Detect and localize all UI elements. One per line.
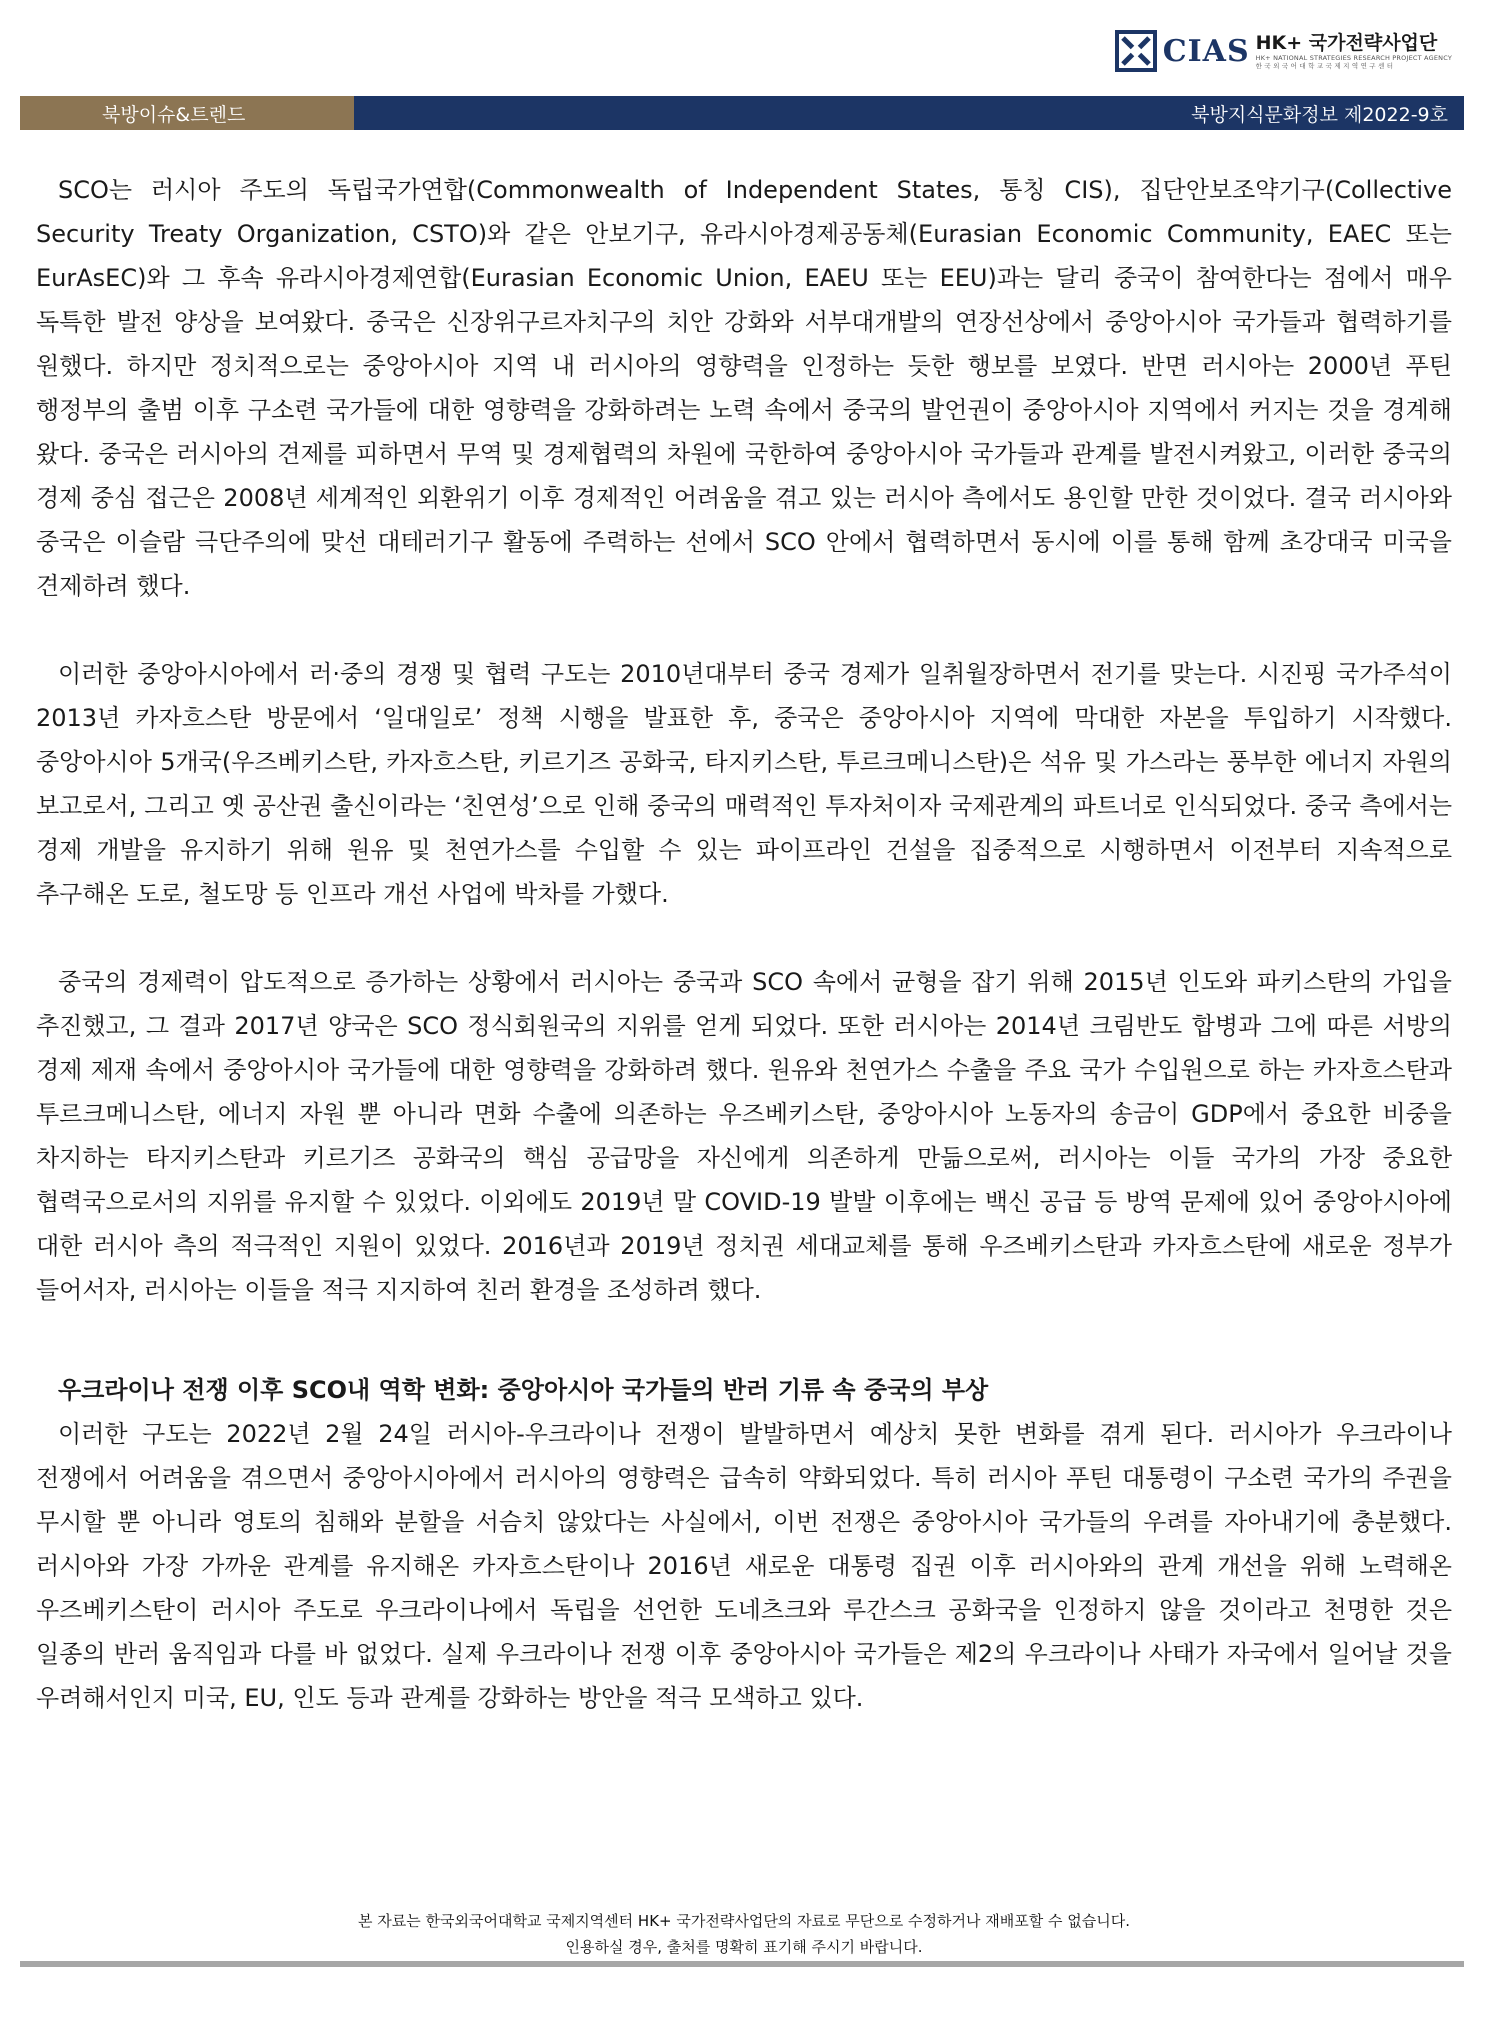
section-label: 북방이슈&트렌드 [20, 96, 354, 130]
footer-line: 인용하실 경우, 출처를 명확히 표기해 주시기 바랍니다. [565, 1938, 923, 1956]
logo-title: HK+ 국가전략사업단 [1255, 32, 1438, 54]
footer-divider [20, 1961, 1464, 1967]
paragraph: 중국의 경제력이 압도적으로 증가하는 상황에서 러시아는 중국과 SCO 속에서 균형을 잡기 위해 2015년 인도와 파키스탄의 가입을 추진했고, 그 결과 2017년 양국은 SCO 정식회원국의 지위를 얻게 되었다. 또한 러시아는 2014년 크림반도 합병과 그에 따른 서방의 경제 제재 속에서 중앙아시아 국가들에 대한 영향력을 강화하려 했다. 원유와 천연가스 수출을 주요 국가 수입원으로 하는 카자흐스탄과 투르크메니스탄, 에너지 자원 뿐 아니라 면화 수출에 의존하는 우즈베키스탄, 중앙아시아 노동자의 송금이 GDP에서 중요한 비중을 차지하는 타지키스탄과 키르기즈 공화국의 핵심 공급망을 자신에게 의존하게 만듦으로써, 러시아는 이들 국가의 가장 중요한 협력국으로서의 지위를 유지할 수 있었다. 이외에도 2019년 말 COVID-19 발발 이후에는 백신 공급 등 방역 문제에 있어 중앙아시아에 대한 러시아 측의 적극적인 지원이 있었다. 2016년과 2019년 정치권 세대교체를 통해 우즈베키스탄과 카자흐스탄에 새로운 정부가 들어서자, 러시아는 이들을 적극 지지하여 친러 환경을 조성하려 했다. [36, 968, 1452, 1304]
issue-label: 북방지식문화정보 제2022-9호 [354, 96, 1464, 130]
section-heading: 우크라이나 전쟁 이후 SCO내 역학 변화: 중앙아시아 국가들의 반러 기류 속 중국의 부상 [58, 1376, 989, 1404]
paragraph: SCO는 러시아 주도의 독립국가연합(Commonwealth of Independent States, 통칭 CIS), 집단안보조약기구(Collective Security Treaty Organization, CSTO)와 같은 안보기구, 유라시아경제공동체(Eurasian Economic Community, EAEC 또는 EurAsEC)와 그 후속 유라시아경제연합(Eurasian Economic Union, EAEU 또는 EEU)과는 달리 중국이 참여한다는 점에서 매우 독특한 발전 양상을 보여왔다. 중국은 신장위구르자치구의 치안 강화와 서부대개발의 연장선상에서 중앙아시아 국가들과 협력하기를 원했다. 하지만 정치적으로는 중앙아시아 지역 내 러시아의 영향력을 인정하는 듯한 행보를 보였다. 반면 러시아는 2000년 푸틴 행정부의 출범 이후 구소련 국가들에 대한 영향력을 강화하려는 노력 속에서 중국의 발언권이 중앙아시아 지역에서 커지는 것을 경계해 왔다. 중국은 러시아의 견제를 피하면서 무역 및 경제협력의 차원에 국한하여 중앙아시아 국가들과 관계를 발전시켜왔고, 이러한 중국의 경제 중심 접근은 2008년 세계적인 외환위기 이후 경제적인 어려움을 겪고 있는 러시아 측에서도 용인할 만한 것이었다. 결국 러시아와 중국은 이슬람 극단주의에 맞선 대테러기구 활동에 주력하는 선에서 SCO 안에서 협력하면서 동시에 이를 통해 함께 초강대국 미국을 견제하려 했다. [36, 176, 1452, 600]
footer-notice [0, 1908, 1488, 1960]
paragraph: 이러한 중앙아시아에서 러·중의 경쟁 및 협력 구도는 2010년대부터 중국 경제가 일취월장하면서 전기를 맞는다. 시진핑 국가주석이 2013년 카자흐스탄 방문에서 ‘일대일로’ 정책 시행을 발표한 후, 중국은 중앙아시아 지역에 막대한 자본을 투입하기 시작했다. 중앙아시아 5개국(우즈베키스탄, 카자흐스탄, 키르기즈 공화국, 타지키스탄, 투르크메니스탄)은 석유 및 가스라는 풍부한 에너지 자원의 보고로서, 그리고 옛 공산권 출신이라는 ‘친연성’으로 인해 중국의 매력적인 투자처이자 국제관계의 파트너로 인식되었다. 중국 측에서는 경제 개발을 유지하기 위해 원유 및 천연가스를 수입할 수 있는 파이프라인 건설을 집중적으로 시행하면서 이전부터 지속적으로 추구해온 도로, 철도망 등 인프라 개선 사업에 박차를 가했다. [36, 660, 1452, 908]
article-body [36, 168, 1452, 1720]
logo-subtitle-en: HK+ NATIONAL STRATEGIES RESEARCH PROJECT AGENCY [1255, 54, 1452, 62]
paragraph: 이러한 구도는 2022년 2월 24일 러시아-우크라이나 전쟁이 발발하면서 예상치 못한 변화를 겪게 된다. 러시아가 우크라이나 전쟁에서 어려움을 겪으면서 중앙아시아에서 러시아의 영향력은 급속히 약화되었다. 특히 러시아 푸틴 대통령이 구소련 국가의 주권을 무시할 뿐 아니라 영토의 침해와 분할을 서슴치 않았다는 사실에서, 이번 전쟁은 중앙아시아 국가들의 우려를 자아내기에 충분했다. 러시아와 가장 가까운 관계를 유지해온 카자흐스탄이나 2016년 새로운 대통령 집권 이후 러시아와의 관계 개선을 위해 노력해온 우즈베키스탄이 러시아 주도로 우크라이나에서 독립을 선언한 도네츠크와 루간스크 공화국을 인정하지 않을 것이라고 천명한 것은 일종의 반러 움직임과 다를 바 없었다. 실제 우크라이나 전쟁 이후 중앙아시아 국가들은 제2의 우크라이나 사태가 자국에서 일어날 것을 우려해서인지 미국, EU, 인도 등과 관계를 강화하는 방안을 적극 모색하고 있다. [36, 1420, 1452, 1712]
footer-line: 본 자료는 한국외국어대학교 국제지역센터 HK+ 국가전략사업단의 자료로 무단으로 수정하거나 재배포할 수 없습니다. [358, 1912, 1130, 1930]
logo-subtitle-ko: 한 국 외 국 어 대 학 교 국 제 지 역 연 구 센 터 [1255, 62, 1394, 70]
cias-emblem-icon [1115, 30, 1157, 72]
header-bar [20, 96, 1464, 130]
cias-logo [1115, 26, 1452, 76]
logo-text-block [1256, 32, 1452, 70]
logo-wordmark: CIAS [1162, 33, 1250, 69]
